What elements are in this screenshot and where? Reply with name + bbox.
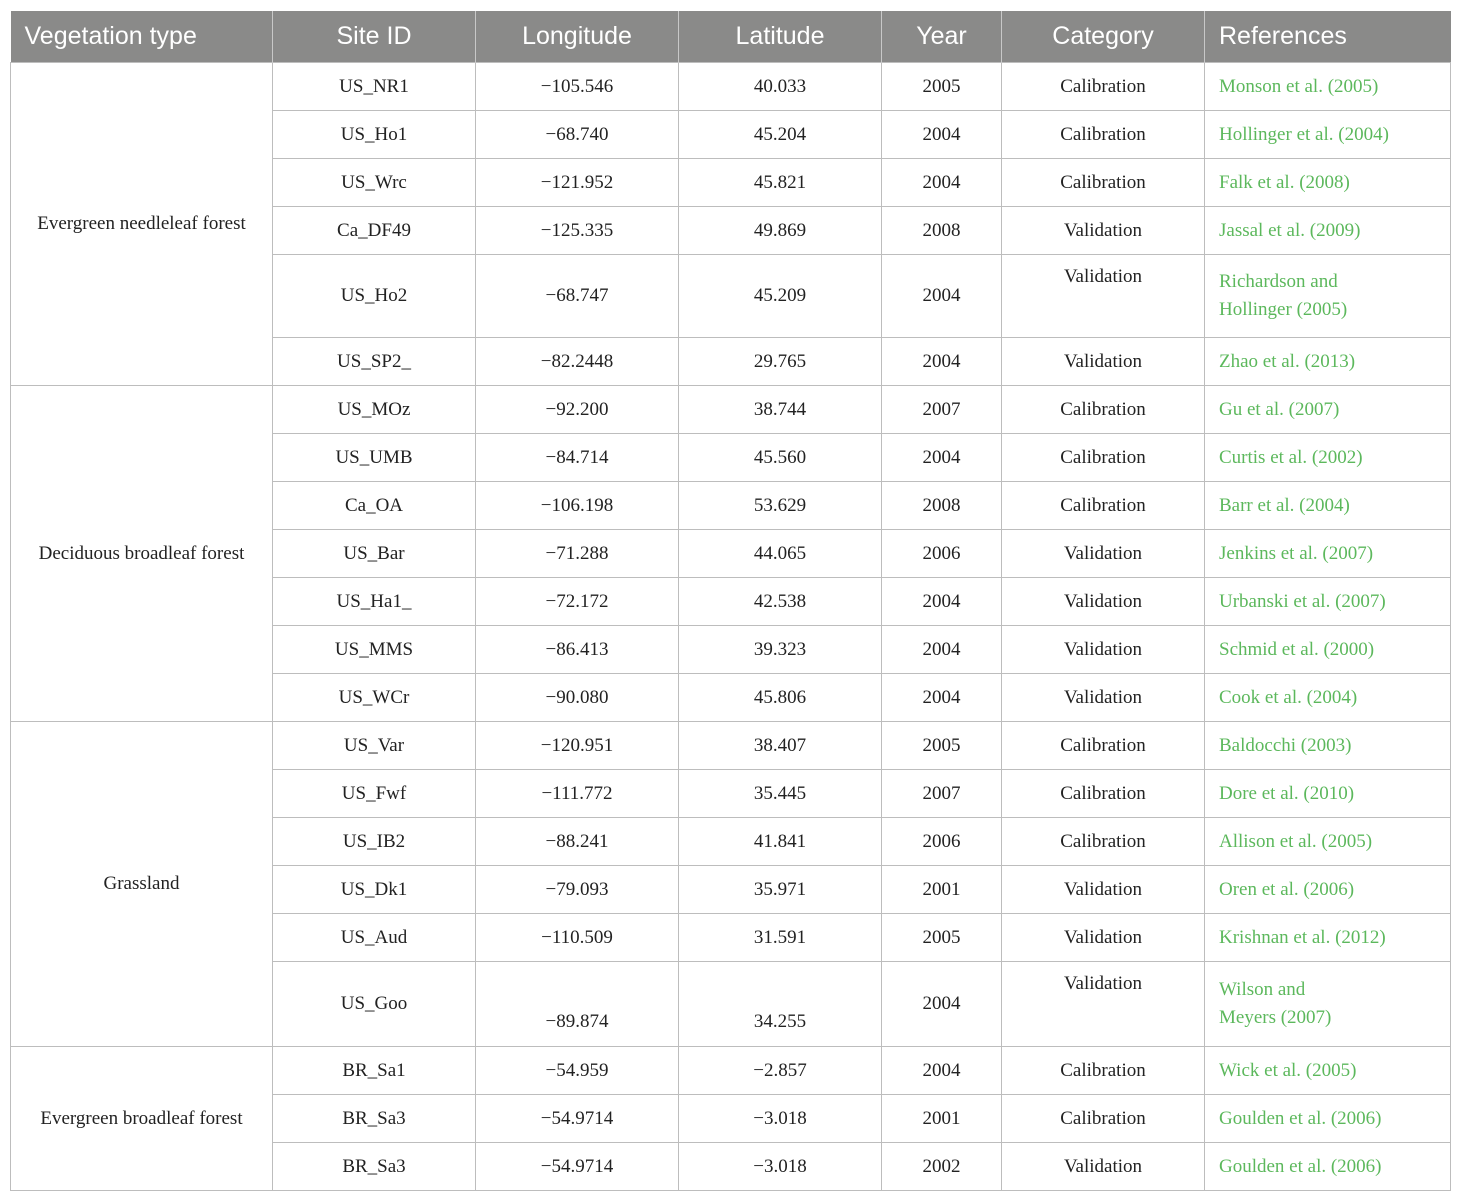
category-cell: Validation xyxy=(1002,338,1205,386)
site-id-cell: US_IB2 xyxy=(273,818,476,866)
reference-link[interactable]: Falk et al. (2008) xyxy=(1205,159,1451,207)
latitude-cell: 38.407 xyxy=(679,722,882,770)
reference-link[interactable]: Zhao et al. (2013) xyxy=(1205,338,1451,386)
sites-table xyxy=(10,11,1451,1191)
latitude-cell: 29.765 xyxy=(679,338,882,386)
site-id-cell: BR_Sa1 xyxy=(273,1047,476,1095)
site-id-cell: US_Dk1 xyxy=(273,866,476,914)
table-row xyxy=(11,63,1451,111)
reference-link[interactable]: Baldocchi (2003) xyxy=(1205,722,1451,770)
site-id-cell: US_WCr xyxy=(273,674,476,722)
reference-link[interactable]: Oren et al. (2006) xyxy=(1205,866,1451,914)
latitude-cell: 40.033 xyxy=(679,63,882,111)
year-cell: 2002 xyxy=(882,1143,1002,1191)
site-id-cell: US_Ho2 xyxy=(273,255,476,338)
site-id-cell: US_Bar xyxy=(273,530,476,578)
reference-line: Richardson and xyxy=(1219,271,1338,292)
latitude-cell: 53.629 xyxy=(679,482,882,530)
site-id-cell: BR_Sa3 xyxy=(273,1095,476,1143)
header-references: References xyxy=(1205,11,1451,63)
longitude-cell: −120.951 xyxy=(476,722,679,770)
reference-link[interactable]: Hollinger et al. (2004) xyxy=(1205,111,1451,159)
site-id-cell: US_NR1 xyxy=(273,63,476,111)
year-cell: 2004 xyxy=(882,434,1002,482)
site-id-cell: US_Ha1_ xyxy=(273,578,476,626)
latitude-cell: 42.538 xyxy=(679,578,882,626)
category-cell: Validation xyxy=(1002,255,1205,338)
reference-link[interactable]: Jassal et al. (2009) xyxy=(1205,207,1451,255)
reference-link[interactable]: Schmid et al. (2000) xyxy=(1205,626,1451,674)
longitude-cell: −72.172 xyxy=(476,578,679,626)
year-cell: 2004 xyxy=(882,111,1002,159)
longitude-cell: −68.747 xyxy=(476,255,679,338)
year-cell: 2005 xyxy=(882,914,1002,962)
longitude-cell: −79.093 xyxy=(476,866,679,914)
latitude-cell: 45.821 xyxy=(679,159,882,207)
year-cell: 2006 xyxy=(882,530,1002,578)
reference-link[interactable]: Allison et al. (2005) xyxy=(1205,818,1451,866)
year-cell: 2004 xyxy=(882,962,1002,1047)
reference-link[interactable]: Dore et al. (2010) xyxy=(1205,770,1451,818)
year-cell: 2004 xyxy=(882,626,1002,674)
site-id-cell: US_MOz xyxy=(273,386,476,434)
category-cell: Calibration xyxy=(1002,434,1205,482)
reference-link[interactable]: Urbanski et al. (2007) xyxy=(1205,578,1451,626)
longitude-cell: −86.413 xyxy=(476,626,679,674)
site-id-cell: US_Ho1 xyxy=(273,111,476,159)
latitude-cell: 45.560 xyxy=(679,434,882,482)
year-cell: 2006 xyxy=(882,818,1002,866)
site-id-cell: US_SP2_ xyxy=(273,338,476,386)
year-cell: 2005 xyxy=(882,722,1002,770)
category-cell: Calibration xyxy=(1002,111,1205,159)
category-cell: Validation xyxy=(1002,1143,1205,1191)
site-id-cell: US_Wrc xyxy=(273,159,476,207)
year-cell: 2004 xyxy=(882,338,1002,386)
latitude-cell: 38.744 xyxy=(679,386,882,434)
latitude-cell: 41.841 xyxy=(679,818,882,866)
latitude-cell: −2.857 xyxy=(679,1047,882,1095)
site-id-cell: US_Var xyxy=(273,722,476,770)
category-cell: Calibration xyxy=(1002,482,1205,530)
reference-link[interactable]: Barr et al. (2004) xyxy=(1205,482,1451,530)
longitude-cell: −71.288 xyxy=(476,530,679,578)
category-cell: Validation xyxy=(1002,962,1205,1047)
latitude-cell: −3.018 xyxy=(679,1095,882,1143)
reference-line: Hollinger (2005) xyxy=(1219,299,1348,320)
vegetation-type-cell: Grassland xyxy=(11,722,273,1047)
site-id-cell: Ca_DF49 xyxy=(273,207,476,255)
category-cell: Calibration xyxy=(1002,770,1205,818)
reference-link[interactable] xyxy=(1205,962,1451,1047)
year-cell: 2007 xyxy=(882,770,1002,818)
longitude-cell: −125.335 xyxy=(476,207,679,255)
reference-line: Wilson and xyxy=(1219,979,1306,1000)
longitude-cell: −121.952 xyxy=(476,159,679,207)
longitude-cell: −89.874 xyxy=(476,962,679,1047)
longitude-cell: −68.740 xyxy=(476,111,679,159)
header-longitude: Longitude xyxy=(476,11,679,63)
category-cell: Calibration xyxy=(1002,1095,1205,1143)
header-latitude: Latitude xyxy=(679,11,882,63)
reference-link[interactable] xyxy=(1205,255,1451,338)
longitude-cell: −92.200 xyxy=(476,386,679,434)
longitude-cell: −111.772 xyxy=(476,770,679,818)
year-cell: 2004 xyxy=(882,578,1002,626)
latitude-cell: −3.018 xyxy=(679,1143,882,1191)
year-cell: 2004 xyxy=(882,255,1002,338)
category-cell: Validation xyxy=(1002,626,1205,674)
site-id-cell: US_UMB xyxy=(273,434,476,482)
category-cell: Calibration xyxy=(1002,722,1205,770)
latitude-cell: 45.806 xyxy=(679,674,882,722)
reference-link[interactable]: Jenkins et al. (2007) xyxy=(1205,530,1451,578)
latitude-cell: 44.065 xyxy=(679,530,882,578)
latitude-cell: 35.445 xyxy=(679,770,882,818)
category-cell: Calibration xyxy=(1002,63,1205,111)
latitude-cell: 39.323 xyxy=(679,626,882,674)
table-row xyxy=(11,1047,1451,1095)
header-site-id: Site ID xyxy=(273,11,476,63)
longitude-cell: −90.080 xyxy=(476,674,679,722)
category-cell: Calibration xyxy=(1002,386,1205,434)
longitude-cell: −54.9714 xyxy=(476,1143,679,1191)
reference-link[interactable]: Cook et al. (2004) xyxy=(1205,674,1451,722)
category-cell: Validation xyxy=(1002,866,1205,914)
year-cell: 2004 xyxy=(882,1047,1002,1095)
longitude-cell: −54.9714 xyxy=(476,1095,679,1143)
category-cell: Calibration xyxy=(1002,818,1205,866)
reference-link[interactable]: Wick et al. (2005) xyxy=(1205,1047,1451,1095)
latitude-cell: 45.204 xyxy=(679,111,882,159)
site-id-cell: BR_Sa3 xyxy=(273,1143,476,1191)
year-cell: 2004 xyxy=(882,159,1002,207)
year-cell: 2008 xyxy=(882,482,1002,530)
reference-link[interactable]: Monson et al. (2005) xyxy=(1205,63,1451,111)
site-id-cell: US_Fwf xyxy=(273,770,476,818)
reference-link[interactable]: Krishnan et al. (2012) xyxy=(1205,914,1451,962)
latitude-cell: 31.591 xyxy=(679,914,882,962)
vegetation-type-cell: Deciduous broadleaf forest xyxy=(11,386,273,722)
category-cell: Validation xyxy=(1002,207,1205,255)
site-id-cell: US_Goo xyxy=(273,962,476,1047)
latitude-cell: 34.255 xyxy=(679,962,882,1047)
category-cell: Validation xyxy=(1002,674,1205,722)
category-cell: Calibration xyxy=(1002,159,1205,207)
site-id-cell: US_MMS xyxy=(273,626,476,674)
longitude-cell: −105.546 xyxy=(476,63,679,111)
reference-link[interactable]: Gu et al. (2007) xyxy=(1205,386,1451,434)
category-cell: Calibration xyxy=(1002,1047,1205,1095)
longitude-cell: −84.714 xyxy=(476,434,679,482)
year-cell: 2005 xyxy=(882,63,1002,111)
longitude-cell: −82.2448 xyxy=(476,338,679,386)
reference-link[interactable]: Goulden et al. (2006) xyxy=(1205,1143,1451,1191)
vegetation-type-cell: Evergreen needleleaf forest xyxy=(11,63,273,386)
longitude-cell: −110.509 xyxy=(476,914,679,962)
latitude-cell: 49.869 xyxy=(679,207,882,255)
longitude-cell: −54.959 xyxy=(476,1047,679,1095)
year-cell: 2004 xyxy=(882,674,1002,722)
longitude-cell: −88.241 xyxy=(476,818,679,866)
site-id-cell: US_Aud xyxy=(273,914,476,962)
year-cell: 2007 xyxy=(882,386,1002,434)
category-cell: Validation xyxy=(1002,914,1205,962)
table-row xyxy=(11,386,1451,434)
reference-line: Meyers (2007) xyxy=(1219,1007,1332,1028)
table-row xyxy=(11,722,1451,770)
category-cell: Validation xyxy=(1002,530,1205,578)
latitude-cell: 35.971 xyxy=(679,866,882,914)
site-id-cell: Ca_OA xyxy=(273,482,476,530)
header-row xyxy=(11,11,1451,63)
year-cell: 2008 xyxy=(882,207,1002,255)
reference-link[interactable]: Goulden et al. (2006) xyxy=(1205,1095,1451,1143)
vegetation-type-cell: Evergreen broadleaf forest xyxy=(11,1047,273,1191)
year-cell: 2001 xyxy=(882,866,1002,914)
category-cell: Validation xyxy=(1002,578,1205,626)
header-year: Year xyxy=(882,11,1002,63)
header-vegetation-type: Vegetation type xyxy=(11,11,273,63)
header-category: Category xyxy=(1002,11,1205,63)
year-cell: 2001 xyxy=(882,1095,1002,1143)
latitude-cell: 45.209 xyxy=(679,255,882,338)
reference-link[interactable]: Curtis et al. (2002) xyxy=(1205,434,1451,482)
longitude-cell: −106.198 xyxy=(476,482,679,530)
